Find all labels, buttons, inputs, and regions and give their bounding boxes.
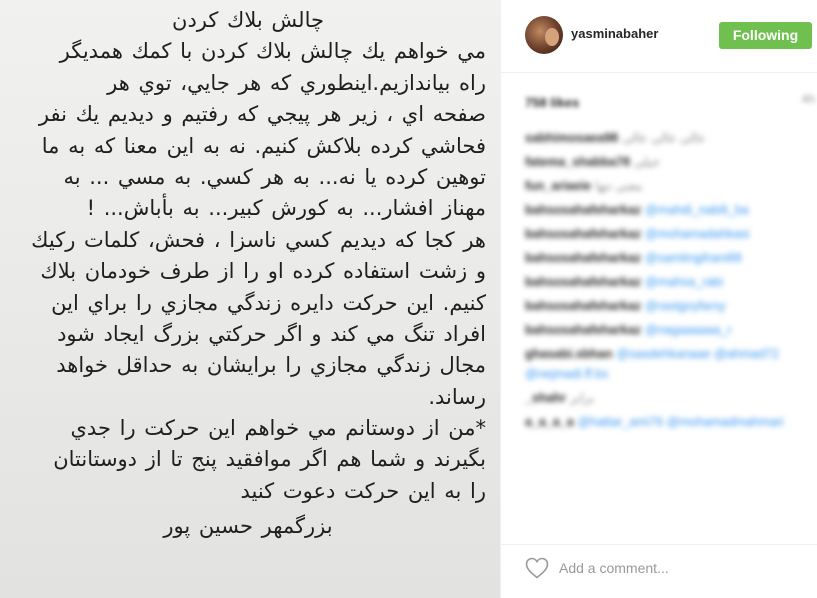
following-button[interactable]: Following — [719, 22, 812, 49]
comment-username[interactable]: a_a_a_a — [525, 415, 574, 429]
comment-username[interactable]: sabhimosaea98 — [525, 131, 619, 145]
comment-item — [525, 224, 815, 244]
comment-username[interactable]: ghasabi.sbhan — [525, 347, 613, 361]
comment-text[interactable]: @nagaaaaaa_r — [645, 323, 732, 337]
comment-item — [525, 272, 815, 292]
comment-text[interactable]: @sasdehkanaae @ahmad72 @nejmadi.ff.bs — [525, 347, 779, 381]
note-line: *من از دوستانم مي خواهم اين حركت را جدي — [70, 416, 486, 441]
avatar-photo — [545, 28, 559, 46]
comment-item — [525, 248, 815, 268]
comment-text: خیلی — [633, 155, 660, 169]
comment-text: برابر — [570, 391, 595, 405]
note-line: مجال زندگي مجازي را برايشان به حداقل خواهد — [56, 353, 486, 378]
comment-username[interactable]: bahsosahafeharkaz — [525, 203, 642, 217]
note-line: رساند. — [428, 384, 486, 409]
avatar[interactable] — [525, 16, 563, 54]
note-line: را به اين حركت دعوت كنيد — [240, 478, 486, 503]
note-line: صفحه اي ، زير هر پيجي كه رفتيم و ديديم يك نفر — [38, 102, 486, 127]
note-line: و زشت استفاده كرده او را از طرف خودمان بلاك — [40, 259, 486, 284]
likes-row — [525, 92, 815, 110]
comment-username[interactable]: bahsosahafeharkaz — [525, 299, 642, 313]
comment-item — [525, 344, 815, 384]
post-sidebar — [500, 0, 817, 598]
comment-item — [525, 176, 815, 196]
likes-count[interactable]: 758 likes — [525, 95, 580, 110]
comment-username[interactable]: fun_ariaeie — [525, 179, 592, 193]
comment-item — [525, 152, 815, 172]
comment-item — [525, 200, 815, 220]
note-line: افراد تنگ مي كند و اگر حركتي بزرگ ايجاد شود — [57, 321, 486, 346]
comment-username[interactable]: bahsosahafeharkaz — [525, 275, 642, 289]
comment-item — [525, 388, 815, 408]
comment-username[interactable]: _shahr — [525, 391, 566, 405]
comment-text: عالی عالی عالی — [622, 131, 706, 145]
note-line: هر كجا كه ديديم كسي ناسزا ، فحش، كلمات ركيك — [31, 227, 486, 252]
comment-username[interactable]: fatema_shabba78 — [525, 155, 630, 169]
comment-item — [525, 412, 815, 432]
comment-item — [525, 296, 815, 316]
note-line: بگيرند و شما هم اگر موافقيد پنج تا از دوستانتان — [53, 447, 486, 472]
comment-item — [525, 320, 815, 340]
comment-text[interactable]: @samtingihani88 — [645, 251, 742, 265]
comment-text[interactable]: @mahdi_nabili_ba — [645, 203, 749, 217]
post-header — [501, 0, 817, 73]
post-time[interactable]: 4h — [801, 92, 815, 106]
note-signature: بزرگمهر حسين پور — [163, 514, 333, 539]
comment-text[interactable]: @hattar_ami76 @mohamadmahmari — [577, 415, 784, 429]
comment-text[interactable]: @rastgoyfarsy — [645, 299, 726, 313]
note-line: كنيم. اين حركت دايره زندگي مجازي را براي اين — [51, 290, 486, 315]
comment-text[interactable]: @mohamadahkasi — [645, 227, 750, 241]
comment-username[interactable]: bahsosahafeharkaz — [525, 227, 642, 241]
post-footer — [501, 544, 817, 598]
post-note-text — [10, 5, 486, 543]
note-line: مي خواهم يك چالش بلاك كردن با كمك همديگر — [59, 39, 486, 64]
username-link[interactable]: yasminabaher — [571, 26, 659, 41]
note-line: راه بياندازيم.اينطوري كه هر جايي، توي هر — [107, 70, 486, 95]
comment-input[interactable] — [559, 556, 799, 580]
comment-username[interactable]: bahsosahafeharkaz — [525, 251, 642, 265]
comment-text: معنی تنها — [595, 179, 643, 193]
comment-text[interactable]: @mahsa_rabi — [645, 275, 724, 289]
note-line: فحاشي كرده بلاكش كنيم. نه به اين معنا كه به ما — [41, 133, 486, 158]
note-line: توهين كرده يا نه... به هر كسي. به مسي ... به — [63, 164, 486, 189]
note-title: چالش بلاك كردن — [172, 8, 324, 32]
comment-item — [525, 128, 815, 148]
comment-list — [525, 128, 815, 436]
heart-icon[interactable] — [525, 557, 549, 579]
note-line: مهناز افشار... به كورش كبير... به بأباش... ! — [86, 196, 486, 221]
comment-username[interactable]: bahsosahafeharkaz — [525, 323, 642, 337]
